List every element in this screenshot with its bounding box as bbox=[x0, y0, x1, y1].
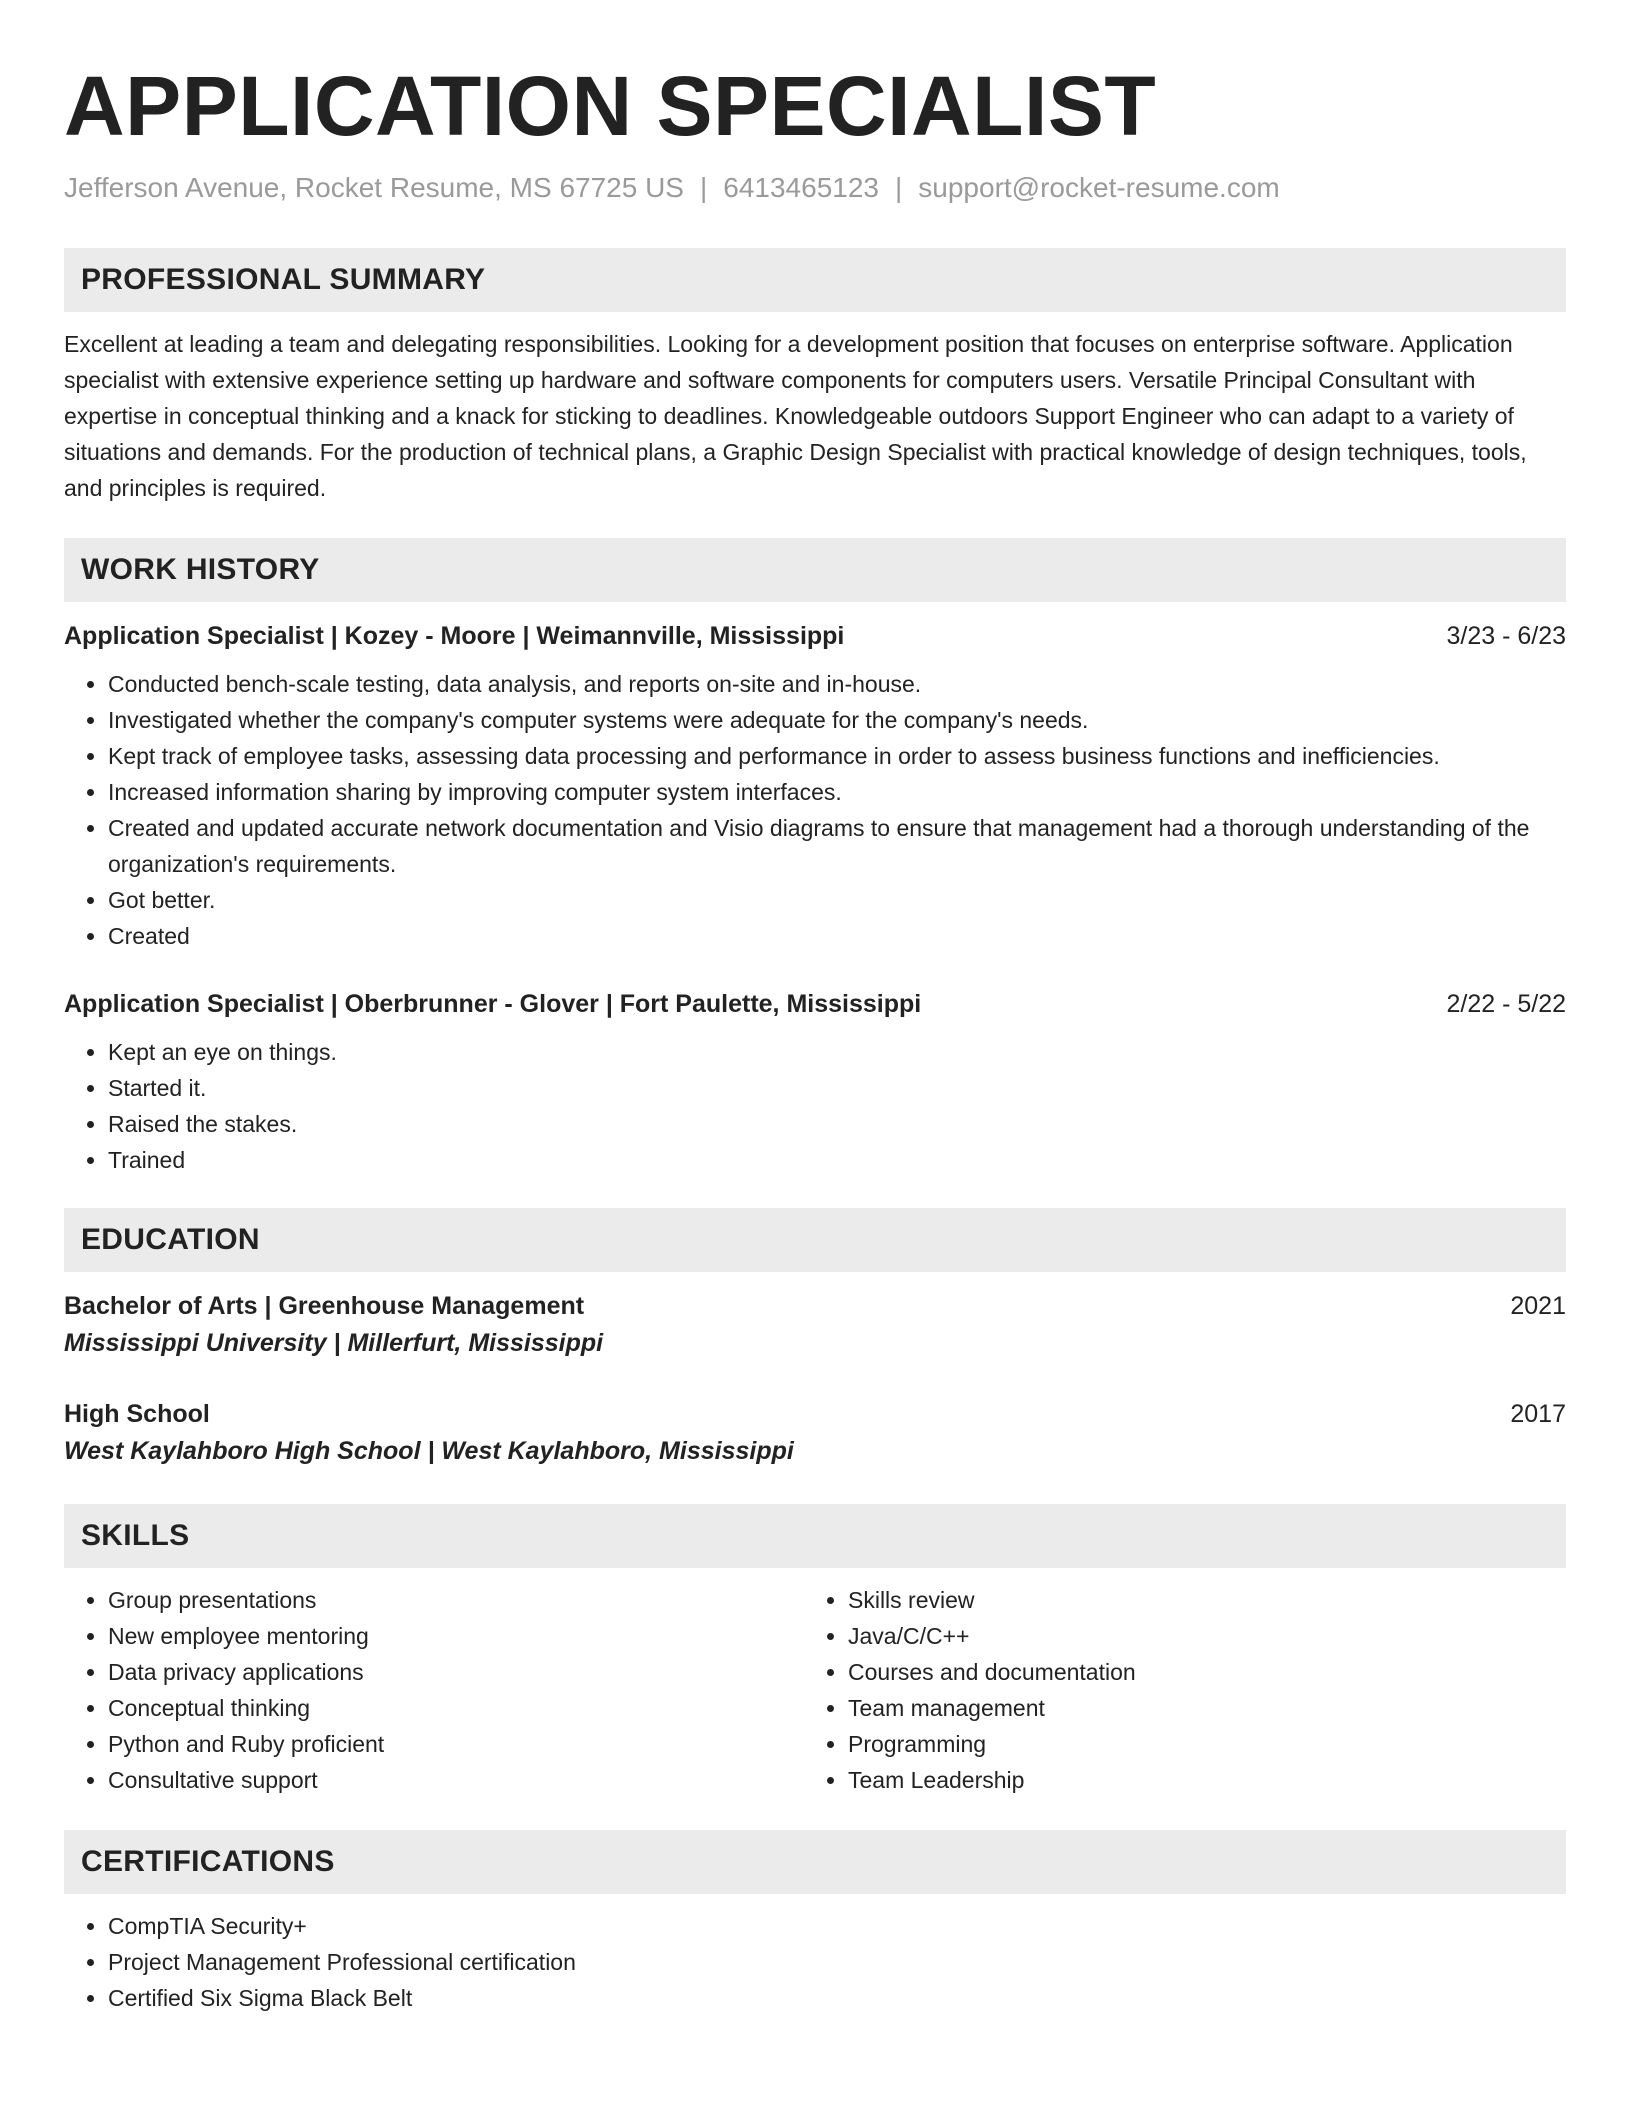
contact-email: support@rocket-resume.com bbox=[918, 172, 1280, 203]
job-bullet: • Kept an eye on things. bbox=[108, 1034, 1566, 1070]
summary-text: Excellent at leading a team and delegating responsibilities. Looking for a development position that focuses on enterprise software. Application specialist with extensive experience setting up hardware and software components for computers users. Versatile Principal Consultant with expertise in conceptual thinking and a knack for sticking to deadlines. Knowledgeable outdoors Support Engineer who can adapt to a variety of situations and demands. For the production of technical plans, a Graphic Design Specialist with practical knowledge of design techniques, tools, and principles is required. bbox=[64, 331, 1527, 501]
certification-item: • CompTIA Security+ bbox=[108, 1908, 1566, 1944]
job-entry bbox=[64, 618, 1566, 954]
skill-item: • Courses and documentation bbox=[848, 1654, 1544, 1690]
skill-item: • Team management bbox=[848, 1690, 1544, 1726]
education-entry bbox=[64, 1288, 1566, 1362]
section-heading-work-history: WORK HISTORY bbox=[64, 538, 1566, 602]
education-school: Mississippi University | Millerfurt, Mississippi bbox=[64, 1329, 604, 1357]
skill-item: • Python and Ruby proficient bbox=[108, 1726, 804, 1762]
contact-phone: 6413465123 bbox=[723, 172, 879, 203]
section-heading-summary: PROFESSIONAL SUMMARY bbox=[64, 248, 1566, 312]
skill-item: • Data privacy applications bbox=[108, 1654, 804, 1690]
job-bullet: • Created and updated accurate network documentation and Visio diagrams to ensure that management had a thorough understanding of the organization's requirements. bbox=[108, 810, 1566, 882]
skill-item: • Conceptual thinking bbox=[108, 1690, 804, 1726]
skills-list-right bbox=[804, 1582, 1544, 1798]
job-dates: 3/23 - 6/23 bbox=[1446, 622, 1566, 650]
job-bullet: • Created bbox=[108, 918, 1566, 954]
contact-separator: | bbox=[895, 172, 903, 203]
job-bullet: • Started it. bbox=[108, 1070, 1566, 1106]
skill-item: • Programming bbox=[848, 1726, 1544, 1762]
contact-line bbox=[64, 170, 1566, 206]
job-entry bbox=[64, 986, 1566, 1178]
job-header bbox=[64, 618, 1566, 654]
job-bullet-list bbox=[64, 1034, 1566, 1178]
job-header bbox=[64, 986, 1566, 1022]
contact-address: Jefferson Avenue, Rocket Resume, MS 67725 US bbox=[64, 172, 684, 203]
page-title: APPLICATION SPECIALIST bbox=[64, 59, 1157, 153]
section-heading-skills: SKILLS bbox=[64, 1504, 1566, 1568]
skills-grid bbox=[64, 1582, 1566, 1798]
job-title: Application Specialist | Kozey - Moore | Weimannville, Mississippi bbox=[64, 622, 845, 650]
job-bullet: • Trained bbox=[108, 1142, 1566, 1178]
section-heading-certifications: CERTIFICATIONS bbox=[64, 1830, 1566, 1894]
job-bullet: • Raised the stakes. bbox=[108, 1106, 1566, 1142]
skill-item: • Group presentations bbox=[108, 1582, 804, 1618]
section-heading-education: EDUCATION bbox=[64, 1208, 1566, 1272]
certifications-list bbox=[64, 1908, 1566, 2016]
education-entry bbox=[64, 1396, 1566, 1470]
job-bullet-list bbox=[64, 666, 1566, 954]
skill-item: • Skills review bbox=[848, 1582, 1544, 1618]
job-bullet: • Got better. bbox=[108, 882, 1566, 918]
skill-item: • New employee mentoring bbox=[108, 1618, 804, 1654]
job-bullet: • Increased information sharing by improving computer system interfaces. bbox=[108, 774, 1566, 810]
skill-item: • Java/C/C++ bbox=[848, 1618, 1544, 1654]
education-degree: Bachelor of Arts | Greenhouse Management bbox=[64, 1292, 585, 1320]
certification-item: • Certified Six Sigma Black Belt bbox=[108, 1980, 1566, 2016]
education-school: West Kaylahboro High School | West Kaylahboro, Mississippi bbox=[64, 1437, 794, 1465]
skills-list-left bbox=[64, 1582, 804, 1798]
skill-item: • Team Leadership bbox=[848, 1762, 1544, 1798]
education-year: 2017 bbox=[1510, 1400, 1566, 1428]
job-bullet: • Conducted bench-scale testing, data analysis, and reports on-site and in-house. bbox=[108, 666, 1566, 702]
education-header bbox=[64, 1288, 1566, 1324]
job-bullet: • Kept track of employee tasks, assessing data processing and performance in order to assess business functions and inefficiencies. bbox=[108, 738, 1566, 774]
education-degree: High School bbox=[64, 1400, 210, 1428]
resume-page bbox=[64, 58, 1566, 2016]
education-year: 2021 bbox=[1510, 1292, 1566, 1320]
education-header bbox=[64, 1396, 1566, 1432]
skill-item: • Consultative support bbox=[108, 1762, 804, 1798]
certification-item: • Project Management Professional certification bbox=[108, 1944, 1566, 1980]
job-title: Application Specialist | Oberbrunner - Glover | Fort Paulette, Mississippi bbox=[64, 990, 922, 1018]
job-dates: 2/22 - 5/22 bbox=[1446, 990, 1566, 1018]
job-bullet: • Investigated whether the company's computer systems were adequate for the company's needs. bbox=[108, 702, 1566, 738]
contact-separator: | bbox=[699, 172, 708, 203]
